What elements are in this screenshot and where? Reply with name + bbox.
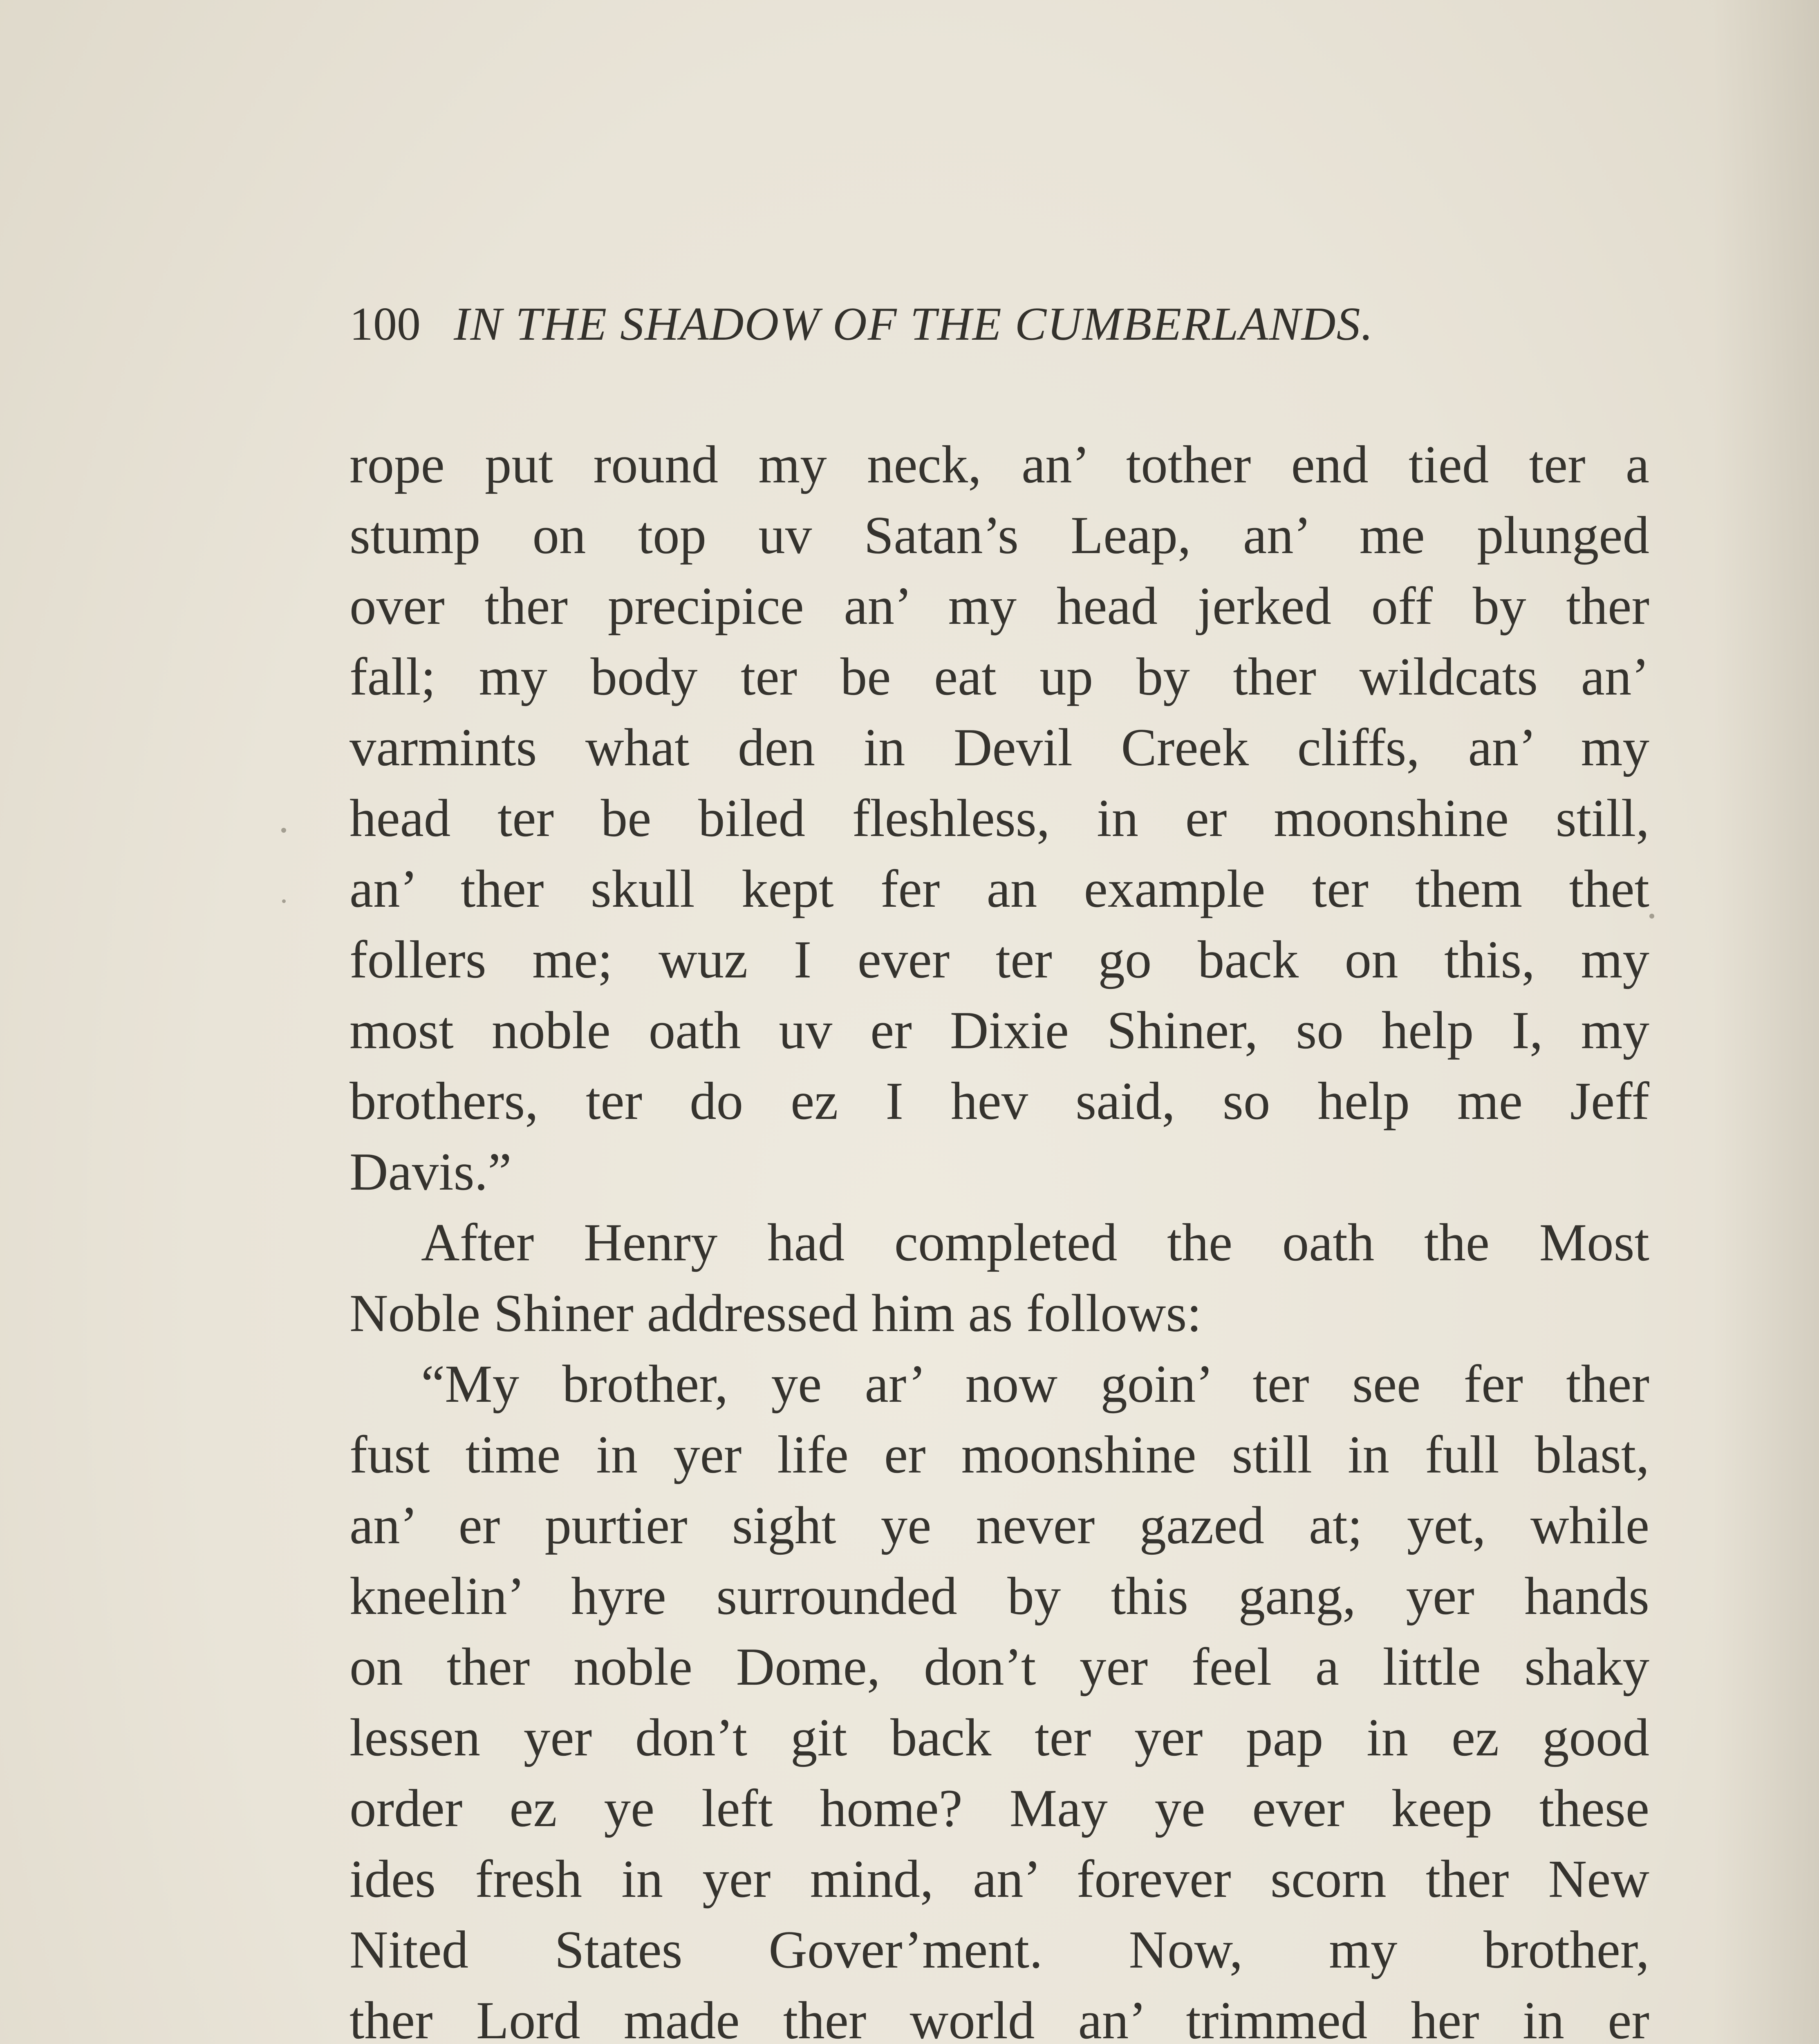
text-line: Nited States Gover’ment. Now, my brother,	[349, 1920, 1649, 1979]
paragraph-start-line: After Henry had completed the oath the Most	[421, 1213, 1649, 1272]
text-line: an’ er purtier sight ye never gazed at; yet, while	[349, 1496, 1649, 1555]
text-line: an’ ther skull kept fer an example ter them thet	[349, 859, 1649, 919]
page-number: 100	[349, 298, 421, 350]
text-line: ides fresh in yer mind, an’ forever scorn ther New	[349, 1849, 1649, 1909]
text-line: varmints what den in Devil Creek cliffs, an’ my	[349, 718, 1649, 777]
paper-speck	[282, 899, 286, 903]
body-text	[349, 429, 1649, 2044]
text-line: lessen yer don’t git back ter yer pap in ez good	[349, 1708, 1649, 1767]
text-line: brothers, ter do ez I hev said, so help me Jeff	[349, 1071, 1649, 1131]
text-line: on ther noble Dome, don’t yer feel a little shaky	[349, 1637, 1649, 1697]
paper-speck	[281, 828, 286, 833]
text-line: follers me; wuz I ever ter go back on this, my	[349, 930, 1649, 989]
text-line: fust time in yer life er moonshine still in full blast,	[349, 1425, 1649, 1484]
text-line: fall; my body ter be eat up by ther wildcats an’	[349, 647, 1649, 706]
paragraph-start-line: “My brother, ye ar’ now goin’ ter see fer ther	[421, 1354, 1649, 1414]
text-line: ther Lord made ther world an’ trimmed her in er	[349, 1991, 1649, 2044]
text-line: stump on top uv Satan’s Leap, an’ me plunged	[349, 506, 1649, 565]
text-line: head ter be biled fleshless, in er moonshine still,	[349, 789, 1649, 848]
running-head	[349, 294, 1527, 355]
text-line: order ez ye left home? May ye ever keep these	[349, 1779, 1649, 1838]
text-line: rope put round my neck, an’ tother end tied ter a	[349, 435, 1649, 494]
paper-speck	[1649, 914, 1654, 919]
text-line: Noble Shiner addressed him as follows:	[349, 1284, 1202, 1343]
text-line: over ther precipice an’ my head jerked off by ther	[349, 576, 1649, 636]
text-line: most noble oath uv er Dixie Shiner, so help I, my	[349, 1001, 1649, 1060]
text-line: kneelin’ hyre surrounded by this gang, yer hands	[349, 1567, 1649, 1626]
book-title-header: IN THE SHADOW OF THE CUMBERLANDS.	[454, 298, 1374, 350]
text-line: Davis.”	[349, 1142, 512, 1201]
